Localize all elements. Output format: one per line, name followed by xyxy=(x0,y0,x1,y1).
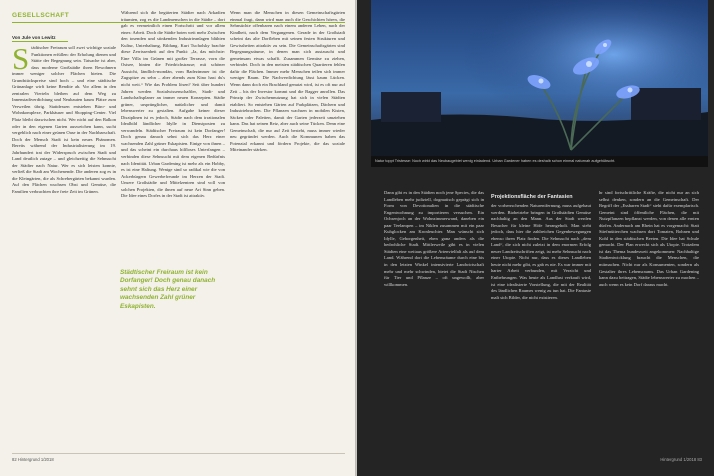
footer-rule xyxy=(12,453,345,454)
left-column-3-text: Wenn man die Menschen in diesen Gemeinschaftsgärten einmal fragt, dann wird man auch die Geschichten hören, die Sehnsüchte offenbaren nach einem anderen Leben, nach der Kindheit, nach dem Vergangenen. Gerade in der Großstadt scheint das alte Dorfleben mit seinen festen Strukturen und Gewissheiten attraktiv zu sein. Die Gemeinschaftsgärten sind Begegnungsräume, in denen man sich austauscht und gemeinsam etwas schafft. Zusammen Gemüse zu ziehen, verbindet. Doch in den meisten städtischen Quartieren fehlen dafür die Flächen. Immer mehr Menschen teilen sich immer weniger Raum. Die Nachverdichtung lässt kaum Lücken. Wenn dann doch ein Brachland genutzt wird, ist es oft nur auf Zeit – bis der Investor kommt und die Bagger anrollen. Das Prinzip der Zwischennutzung hat sich in vielen Städten etabliert. So entstehen Gärten auf Parkplätzen, Dächern und Industriebrachen. Die Pflanzen wachsen in mobilen Kisten, Säcken oder Paletten, damit der Garten jederzeit umziehen kann. Das hat seinen Reiz, aber auch seine Tücken. Denn eine Gemeinschaft, die nur auf Zeit besteht, muss immer wieder neu gegründet werden. Auch die Kommunen haben das Potenzial erkannt und fördern Projekte, die das soziale Miteinander stärken. xyxy=(230,10,345,153)
left-column-3 xyxy=(230,10,345,449)
page-footer-left: 82 Hintergrund 1/2018 xyxy=(12,457,54,462)
left-column-1 xyxy=(12,45,116,449)
photo-caption: Natur toppt Tristesse: Noch wirkt das Neubaugebiet wenig einladend. Urban Gardener haben es deshalb schon einmal naturnah aufgehübscht. xyxy=(371,156,708,167)
photo-night-plant xyxy=(371,0,708,156)
right-column-2 xyxy=(491,190,591,448)
right-page xyxy=(357,0,714,476)
left-column-2-text: Während sich die begüterten Städter nach Arkadien träumten, zog es die Landmenschen in die Städte – dort gab es vermeintlich einen Fortschritt und vor allem eines: Arbeit. Doch die Städte boten weit mehr Zwischen den tosenden und stinkenden Industrieanlagen blühten Kultur, Unterhaltung, Bildung. Kurt Tucholsky brachte diese Zerrissenheit auf den Punkt: „Ja, das möchste: Eine Villa im Grünen mit großer Terrasse, vorn die Ostsee, hinten die Friedrichstrasse; mit schöner Aussicht, ländlich-mondän, vom Badezimmer ist die Zugspitze zu sehn – aber abends zum Kino hast du's nicht weit.“ Wie das Problem lösen? Seit über hundert Jahren werden Sozialwissenschaftler, Stadt- und Landschaftsplaner an immer neuen Konzepten. Städte grüner, ursprünglicher, natürlicher und damit lebenswerter zu gestalten. Aufgabe keiner dieser Disziplinen ist es jedoch, Städte nach dem irrationalen Idealbild ländlicher Idylle in Dienstposten zu verwandeln. Städtischer Freiraum ist kein Dorfanger! Doch genau danach sehnt sich das Herz einer wachsenden Zahl grüner Eskapisten. Einige von ihnen – und das scheint ein durchaus hilfloses Unterfangen – verbinden diese Sehnsucht mit dem eigenen Bedürfnis nach Identität. Urban Gardening ist mehr als ein Hobby, es ist eine Haltung. Wenige sind so radikal wie die von Ackerbürgern Gewerbefreunde im Herzen der Stadt. Unsere Großstädte und Mittelzentren sind voll von solchen Projekten, die ihnen auf neue Art Sinn geben. Die Idee eines Dorfes in der Stadt ist attraktiv. xyxy=(121,10,225,199)
drop-cap: S xyxy=(12,45,30,76)
subheading: Projektionsfläche der Fantasien xyxy=(491,194,573,200)
page-footer-right: Hintergrund 1/2018 83 xyxy=(660,457,702,462)
pull-quote: Städtischer Freiraum ist kein Dorfanger! Doch genau danach sehnt sich das Herz einer wachsenden Zahl grüner Eskapisten. xyxy=(118,267,218,314)
photo-illustration xyxy=(371,0,708,156)
right-column-2-text: der vorherrschenden Naturentfernung, muss aufgebaut werden. Biobetriebe bringen in Großstädten Gemüse nachhaltig an den Mann. Aus der Stadt werden Besucher für kleine Höfe herangeholt. Man sieht jedoch, dass hier die zahlreichen Gegenbewegungen ebenso ihren Platz finden. Die Sehnsucht nach „dem Land“, die sich nicht zuletzt in dem enormen Erfolg neuer Landzeitschriften zeigt, ist mehr Sehnsucht nach einer Utopie. Nicht nur, dass es dieses Landleben heute nicht mehr gibt, es gab es nie. Es war immer mit harter Arbeit verbunden, mit Verzicht und Entbehrungen. Was heute als Landlust verkauft wird, ist eine idealisierte Vorstellung, die mit der Realität des ländlichen Raumes wenig zu tun hat. Die Fantasie malt sich Bilder, die nicht existieren. xyxy=(491,203,591,300)
byline: Von Jule von Lewitz xyxy=(12,35,56,40)
left-column-2 xyxy=(121,10,225,449)
right-column-1 xyxy=(384,190,484,448)
section-tag: GESELLSCHAFT xyxy=(12,12,70,19)
right-column-3-text: hr sind fortschrittliche Kräfte, die nicht nur an sich selbst denken, sondern an die Gemeinschaft. Der Begriff der „Essbaren Stadt“ steht dafür exemplarisch. Gemeint sind öffentliche Flächen, die mit Nutzpflanzen bepflanzt werden, von denen alle ernten dürfen. Andernach am Rhein hat es vorgemacht: Statt Stiefmütterchen wachsen dort Tomaten, Bohnen und Kohl in den städtischen Beeten. Die Idee hat Schule gemacht. Der Plan erweckt sich als Utopie. Trotzdem ist das Thema bundesweit angekommen: Nachhaltige Stadtentwicklung braucht die Menschen, die mitmachen. Nicht nur als Konsumenten, sondern als Gestalter ihres Lebensraums. Das Urban Gardening kann dazu beitragen, Städte lebenswerter zu machen – auch wenn es kein Dorf daraus macht. xyxy=(599,190,699,287)
right-column-1-text: Dann gibt es in den Städten noch jene Species, die das Landleben mehr judiziell, dogmatisch geprägt sich in Form von Devotionalien in die städtische Engentwohnung zu importieren versuchen. Ein Ochsenjoch an der Wohnzimmerwand, daneben ein paar Teelampen – im Niklen zusammen mit ein paar Kuhglocken am Kronleuchter. Man wünscht sich Idylle, Geborgenheit, eben ganz anders als die bedrohliche Stadt. Mittlerweile gibt es in vielen Städten eine weitaus größere Artenvielfalt als auf dem Land. Während dort die Lebensräume durch eine bis in den letzten Winkel intensivierte Landwirtschaft mehr und mehr schwinden, bietet die Stadt Nischen für Tier und Pflanze – oft ungewollt, aber willkommen. xyxy=(384,190,484,287)
byline-rule xyxy=(12,41,68,42)
left-column-1-text: tädtischer Freiraum soll zwei wichtige soziale Funktionen erfüllen: der Erholung dienen und Stätte der Begegnung sein. Tatsache ist aber, dass moderne Großstädte ihren Bewohnern immer weniger solcher Flächen bieten. Die Grundstückspreise sind hoch – und eine städtische Grünanlage wirft keine Rendite ab. Vor allem in den zentralen Vierteln bleiben auf dem Weg zu Innenstadtverdichtung und Neubauten kaum Plätze zum Verweilen übrig. Stattdessen entstehen Büro- und Wohnkomplexe, Parkhäuser und Shopping-Center. Viel Platz bleibt dazwischen nicht. Wer nicht auf den Balkon oder in den eigenen Garten ausweichen kann, sucht vergeblich nach einer grünen Oase in der Nachbarschaft. Doch der Mensch Stadt ist kein neues Phänomen. Bereits während der Industrialisierung im 19. Jahrhundert trat der Widerspruch zwischen Stadt und Land deutlich zutage – und gleichzeitig die Sehnsucht der Städter nach Natur. Wer es sich leisten konnte, verließ die Stadt am Wochenende. Die anderen zog es in die Kleingärten, die als Schrebergärten bekannt wurden. Auf den Flächen wuchsen Obst und Gemüse, die Familien verbrachten ihre freie Zeit im Grünen. xyxy=(12,45,116,195)
right-column-3 xyxy=(599,190,699,448)
